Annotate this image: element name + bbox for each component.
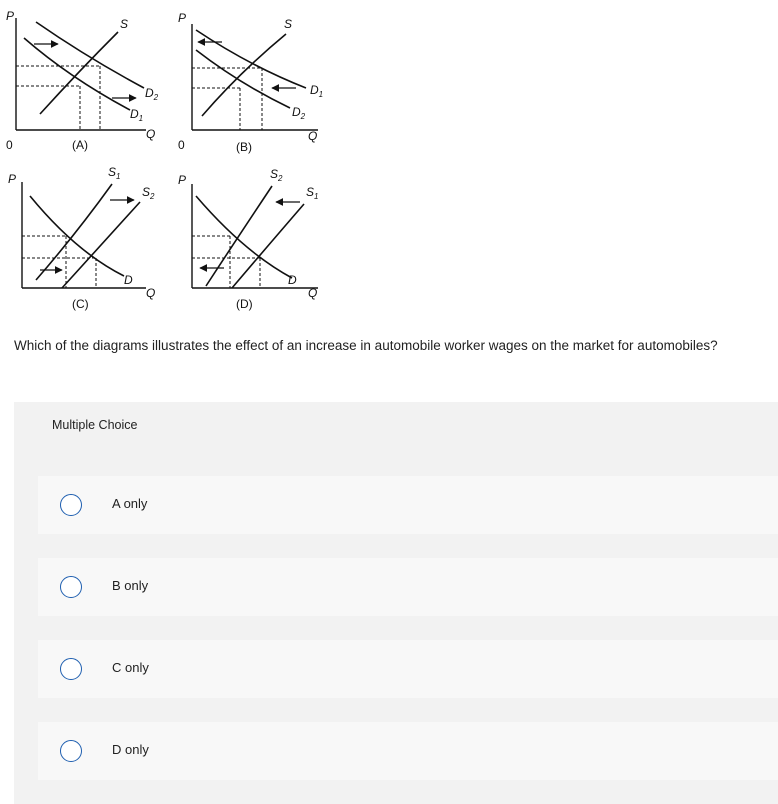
demand-curve-d2-label: $D_2$ bbox=[145, 86, 159, 102]
supply-curve-s2-label: $S_2$ bbox=[142, 185, 155, 201]
option-b-only[interactable] bbox=[38, 558, 778, 616]
supply-curve-s2 bbox=[206, 186, 272, 286]
supply-curve-s1-label: $S_1$ bbox=[306, 185, 319, 201]
demand-curve bbox=[196, 196, 292, 278]
panel-label: (D) bbox=[236, 297, 253, 311]
panel-label: (B) bbox=[236, 140, 252, 154]
supply-curve-s1 bbox=[36, 184, 112, 280]
demand-curve-label: D bbox=[288, 273, 297, 287]
radio-button[interactable] bbox=[60, 494, 82, 516]
price-axis-label: P bbox=[8, 172, 17, 186]
demand-curve-d1-label: $D_1$ bbox=[130, 107, 144, 123]
demand-curve-d2 bbox=[36, 22, 144, 88]
quantity-axis-label: Q bbox=[308, 286, 318, 300]
diagram-b bbox=[178, 11, 323, 154]
option-label: D only bbox=[112, 742, 149, 757]
diagram-d bbox=[178, 167, 318, 311]
diagram-a bbox=[6, 9, 159, 152]
supply-curve-label: S bbox=[284, 17, 293, 31]
option-d-only[interactable] bbox=[38, 722, 778, 780]
supply-curve-label: S bbox=[120, 17, 129, 31]
price-axis-label: P bbox=[178, 11, 187, 25]
quantity-axis-label: Q bbox=[146, 286, 156, 300]
question-text: Which of the diagrams illustrates the effect of an increase in automobile worker wages on the market for automobiles? bbox=[14, 338, 718, 353]
demand-curve-d2-label: $D_2$ bbox=[292, 105, 306, 121]
quantity-axis-label: Q bbox=[308, 129, 318, 143]
multiple-choice-title: Multiple Choice bbox=[52, 418, 138, 432]
option-a-only[interactable] bbox=[38, 476, 778, 534]
option-label: A only bbox=[112, 496, 148, 511]
supply-curve-s2-label: $S_2$ bbox=[270, 167, 283, 183]
option-label: B only bbox=[112, 578, 149, 593]
price-axis-label: P bbox=[178, 173, 187, 187]
multiple-choice-panel bbox=[14, 402, 778, 804]
supply-curve bbox=[202, 34, 286, 116]
panel-label: (A) bbox=[72, 138, 88, 152]
radio-button[interactable] bbox=[60, 740, 82, 762]
demand-curve-d1 bbox=[196, 30, 306, 88]
demand-curve-d1-label: $D_1$ bbox=[310, 83, 324, 99]
option-label: C only bbox=[112, 660, 149, 675]
demand-curve-label: D bbox=[124, 273, 133, 287]
option-c-only[interactable] bbox=[38, 640, 778, 698]
supply-demand-diagrams bbox=[0, 0, 778, 330]
diagram-c bbox=[8, 165, 155, 311]
price-axis-label: P bbox=[6, 9, 15, 23]
quantity-axis-label: Q bbox=[146, 127, 156, 141]
panel-label: (C) bbox=[72, 297, 89, 311]
radio-button[interactable] bbox=[60, 658, 82, 680]
origin-label: 0 bbox=[6, 138, 13, 152]
radio-button[interactable] bbox=[60, 576, 82, 598]
supply-curve-s1-label: $S_1$ bbox=[108, 165, 121, 181]
origin-label: 0 bbox=[178, 138, 185, 152]
